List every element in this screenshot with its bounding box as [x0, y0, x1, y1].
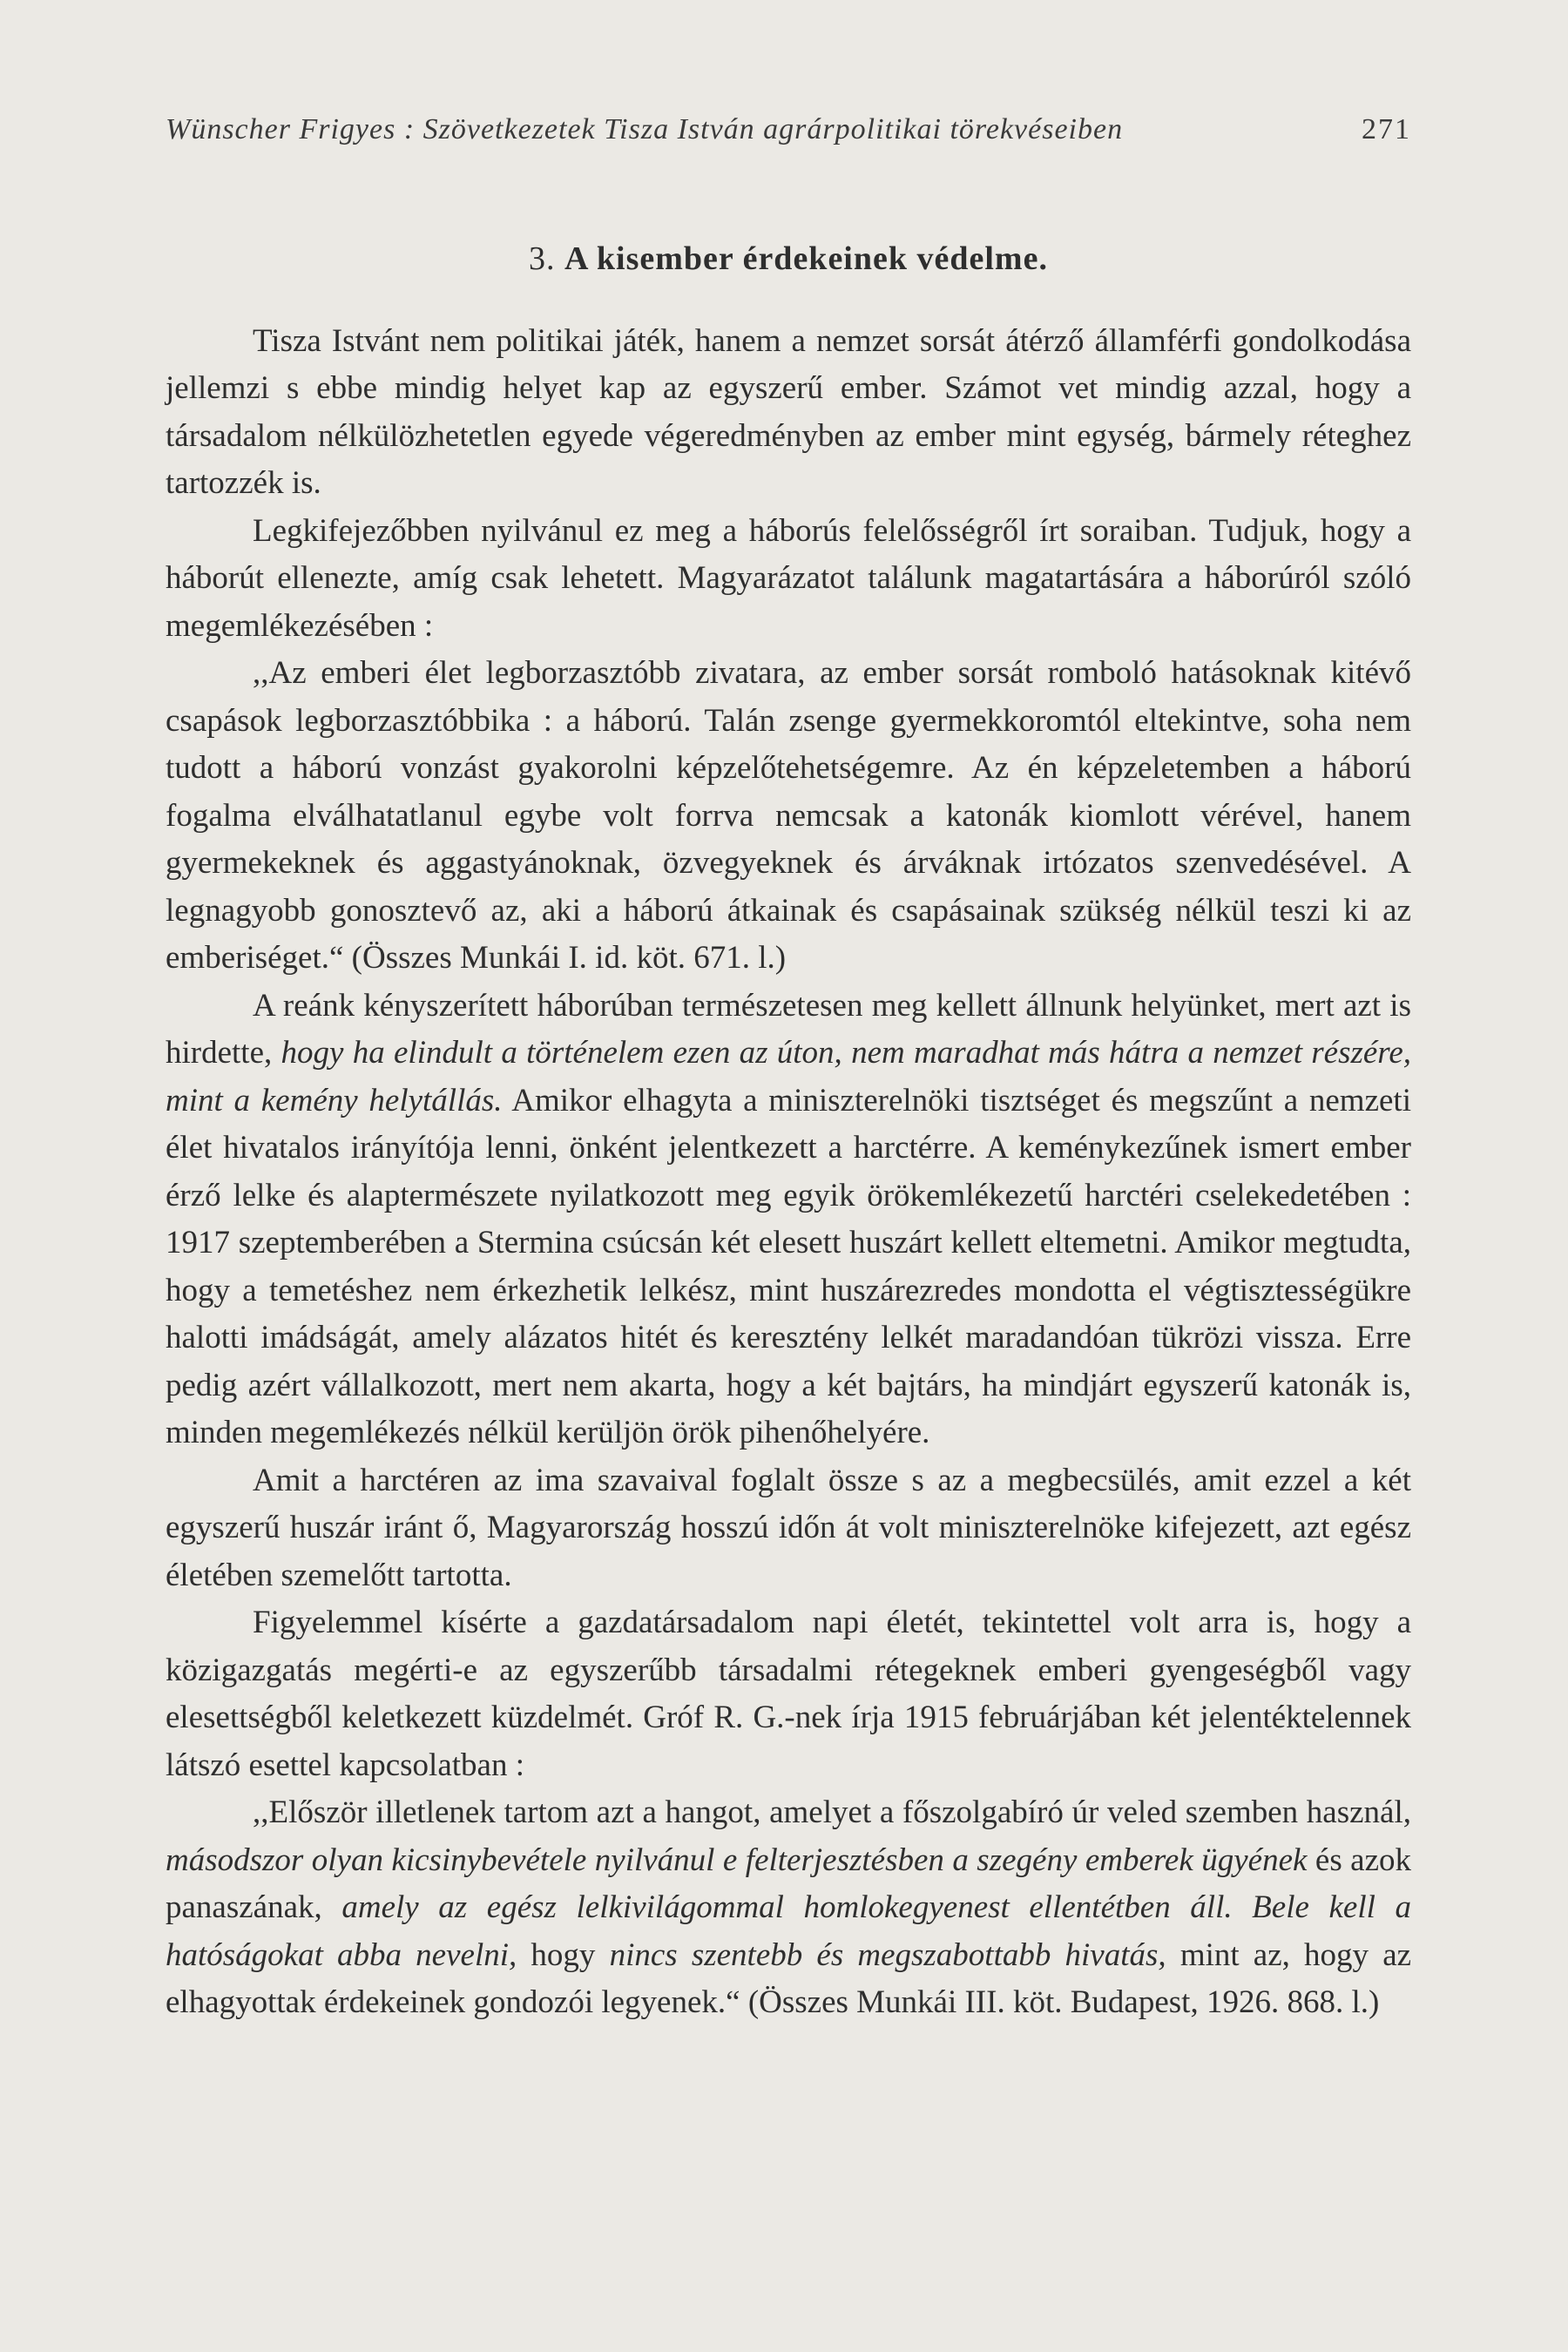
section-number: 3.: [529, 240, 556, 277]
paragraph-4: [166, 983, 1411, 1457]
quote-part-d: amely az egész lelkivilágommal homlokegyenest ellentétben áll. Bele kell a hatóságokat abba nevelni,: [166, 1889, 1412, 1973]
paragraph-5: Amit a harctéren az ima szavaival foglalt össze s az a megbecsülés, amit ezzel a két egyszerű huszár iránt ő, Magyarország hosszú időn át volt miniszterelnöke kifejezett, azt egész életében szemelőtt tartotta.: [166, 1462, 1411, 1593]
paragraph-quote-letter: [166, 1789, 1411, 2027]
quote-part-e: hogy: [531, 1936, 596, 1973]
page-body: [166, 235, 1411, 2027]
paragraph-2: Legkifejezőbben nyilvánul ez meg a háborús felelősségről írt soraiban. Tudjuk, hogy a háborút ellenezte, amíg csak lehetett. Magyarázatot találunk magatartására a háborúról szóló megemlékezésében :: [166, 512, 1411, 644]
paragraph-4-start: A reánk kényszerített háborúban természetesen meg kellett állnunk helyünket, mert azt is hirdette,: [166, 987, 1411, 1071]
quote-part-a: ,,Először illetlenek tartom azt a hangot, amelyet a főszolgabíró úr veled szemben használ,: [253, 1794, 1411, 1830]
running-title: Wünscher Frigyes : Szövetkezetek Tisza István agrárpolitikai törekvéseiben: [166, 113, 1124, 145]
paragraph-4-end: Amikor elhagyta a miniszterelnöki tisztséget és megszűnt a nemzeti élet hivatalos irányítója lenni, önként jelentkezett a harctérre. A keménykezűnek ismert ember érző lelke és alaptermészete nyilatkozott meg egyik örökemlékezetű harctéri cselekedetében : 1917 szeptemberében a Stermina csúcsán két elesett huszárt kellett eltemetni. Amikor megtudta, hogy a temetéshez nem érkezhetik lelkész, mint huszárezredes mondotta el végtisztességükre halotti imádságát, amely alázatos hitét és keresztény lelkét maradandóan tükrözi vissza. Erre pedig azért vállalkozott, mert nem akarta, hogy a két bajtárs, ha mindjárt egyszerű katonák is, minden megemlékezés nélkül kerüljön örök pihenőhelyére.: [166, 1082, 1411, 1450]
section-title: A kisember érdekeinek védelme.: [564, 240, 1048, 277]
paragraph-1: Tisza Istvánt nem politikai játék, hanem a nemzet sorsát átérző államférfi gondolkodása jellemzi s ebbe mindig helyet kap az egyszerű ember. Számot vet mindig azzal, hogy a társadalom nélkülözhetetlen egyede végeredményben az ember mint egység, bármely réteghez tartozzék is.: [166, 322, 1411, 501]
quote-part-g: mint az, hogy az elhagyottak érdekeinek gondozói legyenek.“ (Összes Munkái III. köt. Budapest, 1926. 868. l.): [166, 1936, 1412, 2020]
paragraph-6: Figyelemmel kísérte a gazdatársadalom napi életét, tekintettel volt arra is, hogy a közigazgatás megérti-e az egyszerűbb társadalmi rétegeknek emberi gyengeségből vagy elesettségből keletkezett küzdelmét. Gróf R. G.-nek írja 1915 februárjában két jelentéktelennek látszó esettel kapcsolatban :: [166, 1605, 1411, 1783]
quote-part-f: nincs szentebb és megszabottabb hivatás,: [609, 1936, 1166, 1973]
page-number: 271: [1362, 113, 1411, 145]
quote-part-c: és azok panaszának,: [166, 1842, 1412, 1925]
paragraph-4-italic: hogy ha elindult a történelem ezen az úton, nem maradhat más hátra a nemzet részére, mint a kemény helytállás.: [166, 1035, 1412, 1119]
quote-part-b: másodszor olyan kicsinybevétele nyilvánul e felterjesztésben a szegény emberek ügyének: [166, 1842, 1308, 1878]
section-heading: [166, 235, 1411, 283]
paragraph-quote-war: ,,Az emberi élet legborzasztóbb zivatara, az ember sorsát romboló hatásoknak kitévő csapások legborzasztóbbika : a háború. Talán zsenge gyermekkoromtól eltekintve, soha nem tudott a háború vonzást gyakorolni képzelőtehetségemre. Az én képzeletemben a háború fogalma elválhatatlanul egybe volt forrva nemcsak a katonák kiomlott vérével, hanem gyermekeknek és aggastyánoknak, özvegyeknek és árváknak irtózatos szenvedésével. A legnagyobb gonosztevő az, aki a háború átkainak és csapásainak szükség nélkül teszi ki az emberiséget.“ (Összes Munkái I. id. köt. 671. l.): [166, 655, 1411, 976]
page-header: [166, 113, 1411, 159]
